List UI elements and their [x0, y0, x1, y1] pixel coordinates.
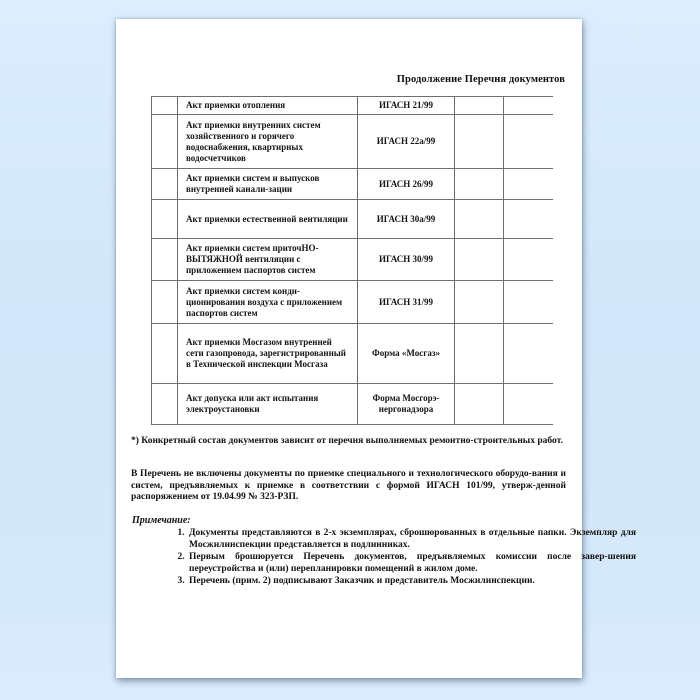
table-row	[152, 239, 553, 281]
empty-cell	[504, 169, 553, 200]
document-name-cell: Акт приемки отопления	[178, 97, 358, 115]
document-name-cell: Акт приемки систем приточНО-ВЫТЯЖНОЙ вентиляции с приложением паспортов систем	[178, 239, 358, 281]
empty-cell	[455, 97, 504, 115]
row-number-cell	[152, 324, 178, 384]
form-code-cell: Форма Мосгорэ-нергонадзора	[358, 384, 455, 425]
form-code-cell: ИГАСН 30/99	[358, 239, 455, 281]
empty-cell	[455, 200, 504, 239]
empty-cell	[504, 115, 553, 169]
row-number-cell	[152, 281, 178, 324]
table-row	[152, 281, 553, 324]
document-name-cell: Акт приемки Мосгазом внутренней сети газопровода, зарегистрированный в Технической инспекции Мосгаза	[178, 324, 358, 384]
continuation-title: Продолжение Перечня документов	[396, 74, 565, 85]
empty-cell	[504, 324, 553, 384]
document-name-cell: Акт допуска или акт испытания электроустановки	[178, 384, 358, 425]
table-row	[152, 97, 553, 115]
form-code-cell: Форма «Мосгаз»	[358, 324, 455, 384]
documents-table-body	[152, 97, 553, 425]
empty-cell	[504, 239, 553, 281]
row-number-cell	[152, 97, 178, 115]
table-row	[152, 200, 553, 239]
document-name-cell: Акт приемки естественной вентиляции	[178, 200, 358, 239]
empty-cell	[504, 281, 553, 324]
empty-cell	[504, 200, 553, 239]
empty-cell	[504, 97, 553, 115]
remark-item: 2. Первым брошюруется Перечень документов, предъявляемых комиссии после завер-шения переустройства и (или) перепланировки помещений в жилом доме.	[187, 552, 636, 575]
row-number-cell	[152, 169, 178, 200]
empty-cell	[504, 384, 553, 425]
table-row	[152, 169, 553, 200]
table-row	[152, 384, 553, 425]
empty-cell	[455, 384, 504, 425]
row-number-cell	[152, 115, 178, 169]
form-code-cell: ИГАСН 30а/99	[358, 200, 455, 239]
empty-cell	[455, 115, 504, 169]
scope-paragraph: В Перечень не включены документы по приемке специального и технологического оборудо-вания и систем, предъявляемых к приемке в соответствии с формой ИГАСН 101/99, утверж-денной распоряжением от 19.04.99 № 323-РЗП.	[131, 469, 566, 502]
table-row	[152, 324, 553, 384]
document-name-cell: Акт приемки внутренних систем хозяйственного и горячего водоснабжения, квартирных водосчетчиков	[178, 115, 358, 169]
document-name-cell: Акт приемки систем и выпусков внутренней канали-зации	[178, 169, 358, 200]
remark-heading: Примечание:	[132, 515, 191, 526]
form-code-cell: ИГАСН 21/99	[358, 97, 455, 115]
form-code-cell: ИГАСН 26/99	[358, 169, 455, 200]
document-page	[116, 19, 636, 678]
document-name-cell: Акт приемки систем конди-ционирования воздуха с приложением паспортов систем	[178, 281, 358, 324]
remark-item: 3. Перечень (прим. 2) подписывают Заказчик и представитель Мосжилинспекции.	[187, 576, 636, 588]
form-code-cell: ИГАСН 31/99	[358, 281, 455, 324]
documents-table	[151, 96, 553, 425]
row-number-cell	[152, 239, 178, 281]
empty-cell	[455, 239, 504, 281]
table-row	[152, 115, 553, 169]
remark-item: 1. Документы представляются в 2-х экземплярах, сброшюрованных в отдельные папки. Экземпляр для Мосжилинспекции представляется в подлинниках.	[187, 528, 636, 551]
empty-cell	[455, 324, 504, 384]
row-number-cell	[152, 200, 178, 239]
form-code-cell: ИГАСН 22а/99	[358, 115, 455, 169]
empty-cell	[455, 281, 504, 324]
empty-cell	[455, 169, 504, 200]
footnote-text: *) Конкретный состав документов зависит от перечня выполняемых ремонтно-строительных работ.	[131, 436, 563, 446]
row-number-cell	[152, 384, 178, 425]
remark-list	[116, 528, 636, 589]
